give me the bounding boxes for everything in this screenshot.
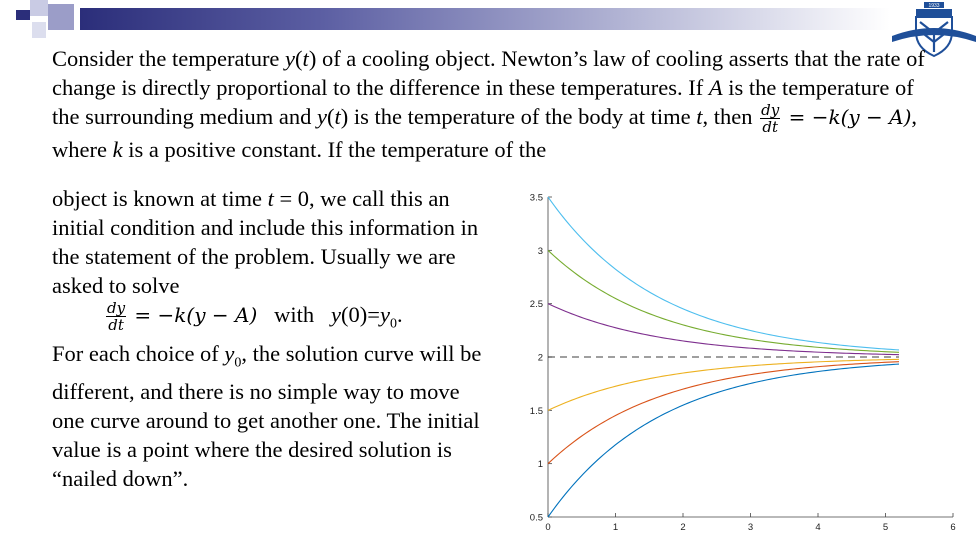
- header-band: [80, 8, 890, 30]
- ivp-equation-line: $\frac{dy}{dt}$ = −k(y − A) with $y(0)=y_0$.: [107, 299, 403, 335]
- x-tick-label: 3: [747, 522, 754, 533]
- header-square-mid: [48, 4, 74, 30]
- y-tick-label: 1.5: [529, 405, 543, 417]
- y-tick-label: 1: [537, 459, 543, 471]
- y-tick-label: 2: [537, 352, 543, 364]
- y-tick-label: 2.5: [529, 299, 543, 311]
- solution-curve: [548, 250, 899, 352]
- x-tick-label: 1: [612, 522, 619, 533]
- intro-paragraph: Consider the temperature y(t) of a cooling object. Newton’s law of cooling asserts that the rate of change is directly proportional to the difference in these temperatures. If A is the temperature of the surrounding medium and y(t) is the temperature of the body at time t, then $\frac{dy}{dt}$ = −k(y − A), where k is a positive constant. If the temperature of the: [52, 46, 925, 163]
- solution-curve: [548, 364, 899, 517]
- header-square-light: [30, 0, 48, 16]
- body-paragraph: object is known at time t = 0, we call this an initial condition and include this information in the statement of the problem. Usually we are asked to solve $\frac{dy}{dt}$ = −k(y − A) with $y(0)=y_0$. For each choice of $y_0$, the solution curve will be different, and there is no simple way to move one curve around to get another one. The initial value is a point where the desired solution is “nailed down”.: [52, 184, 497, 493]
- y-tick-label: 3.5: [529, 192, 543, 204]
- y-tick-label: 3: [537, 245, 543, 257]
- solution-curve: [548, 197, 899, 350]
- cooling-curves-chart: [508, 186, 980, 551]
- x-tick-label: 6: [950, 522, 956, 533]
- dy-dt-fraction: $\frac{dy}{dt}$: [761, 101, 780, 137]
- ode-equation: = −k(y − A): [782, 105, 912, 129]
- y-tick-label: 0.5: [529, 512, 543, 524]
- dy-dt-fraction-2: $\frac{dy}{dt}$: [107, 299, 126, 335]
- x-tick-label: 0: [545, 522, 551, 533]
- solution-curve: [548, 362, 899, 464]
- header-square-dark: [16, 10, 30, 20]
- logo-year: 1933: [928, 3, 940, 10]
- header-square-pale: [32, 22, 46, 38]
- x-tick-label: 5: [882, 522, 889, 533]
- x-tick-label: 4: [815, 522, 821, 533]
- x-tick-label: 2: [680, 522, 686, 533]
- solution-curve: [548, 359, 899, 410]
- solution-curve: [548, 304, 899, 355]
